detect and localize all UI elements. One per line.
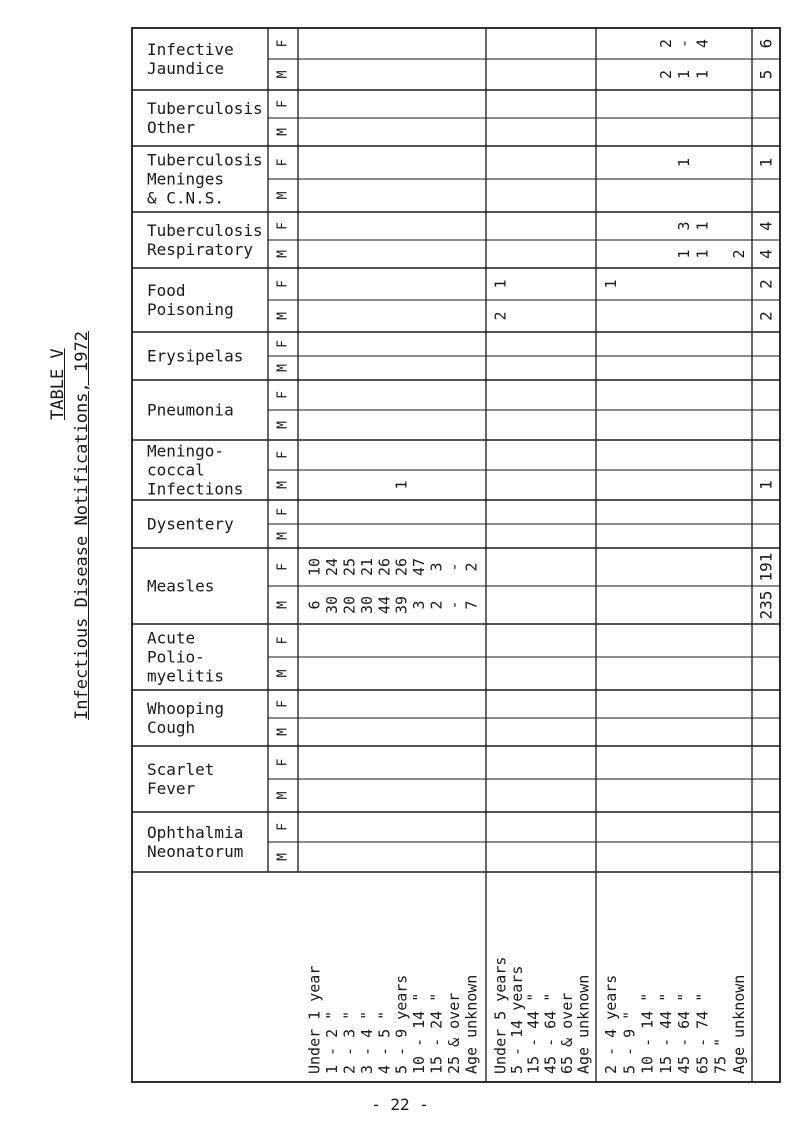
cell-value: 1 — [602, 279, 621, 289]
disease-name: Scarlet — [147, 760, 215, 779]
sex-label-male: M — [275, 728, 291, 736]
sex-label-male: M — [275, 250, 291, 258]
cell-value: 2 — [427, 600, 446, 610]
total-value: 4 — [756, 249, 776, 259]
total-value: 2 — [756, 279, 776, 289]
sex-label-male: M — [275, 312, 291, 320]
cell-value: 2 — [462, 562, 481, 572]
column-header: Age unknown — [574, 974, 593, 1074]
total-value: 6 — [756, 38, 776, 49]
cell-value: 1 — [675, 69, 694, 80]
column-header: 2 - 4 years — [602, 974, 621, 1074]
disease-name: Other — [147, 118, 196, 137]
cell-value: 4 — [693, 38, 712, 49]
column-header: Age unknown — [729, 974, 748, 1074]
sex-label-female: F — [275, 391, 291, 399]
total-value: 4 — [756, 221, 776, 231]
column-header: 3 - 4 " — [357, 1010, 376, 1074]
cell-value: 47 — [410, 557, 429, 577]
table-title: Infectious Disease Notifications, 1972 — [72, 331, 92, 720]
sex-label-female: F — [275, 563, 291, 571]
cell-value: 3 — [675, 221, 694, 231]
page-number: - 22 - — [371, 1095, 429, 1114]
column-header: 4 - 5 " — [375, 1010, 394, 1074]
disease-name: Meninges — [147, 169, 225, 189]
cell-value: 25 — [340, 557, 359, 577]
sex-label-female: F — [275, 758, 291, 767]
disease-name: Measles — [147, 576, 215, 596]
sex-label-male: M — [275, 853, 291, 861]
cell-value: 21 — [357, 557, 376, 577]
cell-value: 30 — [357, 595, 376, 615]
cell-value: - — [444, 600, 463, 610]
sex-label-male: M — [275, 128, 291, 136]
cell-value: 26 — [392, 557, 411, 577]
total-value: 191 — [756, 552, 776, 582]
disease-name: Infective — [147, 40, 234, 59]
total-value: 2 — [756, 311, 776, 321]
sex-label-female: F — [275, 280, 291, 288]
sex-label-female: F — [275, 451, 291, 459]
disease-name: Neonatorum — [147, 842, 244, 861]
disease-name: coccal — [147, 460, 205, 480]
column-header: 25 & over — [444, 992, 463, 1074]
cell-value: 44 — [375, 595, 394, 615]
disease-name: Tuberculosis — [147, 150, 263, 170]
total-value: 1 — [756, 480, 776, 490]
disease-name: Jaundice — [147, 59, 225, 78]
total-value: 235 — [756, 590, 776, 620]
disease-name: Tuberculosis — [147, 221, 263, 240]
sex-label-female: F — [275, 636, 291, 645]
sex-label-male: M — [275, 70, 291, 79]
column-header: 15 - 44 " — [524, 992, 543, 1074]
sex-label-male: M — [275, 791, 291, 800]
cell-value: 30 — [323, 595, 342, 615]
cell-value: 3 — [427, 562, 446, 572]
column-header: 1 - 2 " — [323, 1010, 342, 1074]
disease-name: myelitis — [147, 666, 225, 686]
disease-name: & C.N.S. — [147, 188, 225, 208]
column-header: 2 - 3 " — [340, 1010, 359, 1074]
cell-value: 1 — [491, 279, 510, 289]
disease-name: Cough — [147, 718, 196, 737]
cell-value: 1 — [675, 157, 694, 168]
column-header: 65 & over — [558, 992, 576, 1074]
column-header: 5 - 9 years — [392, 974, 411, 1074]
sex-label-male: M — [275, 532, 291, 540]
sex-label-female: F — [275, 823, 291, 831]
disease-name: Polio- — [147, 647, 205, 667]
cell-value: 6 — [305, 600, 324, 610]
sex-label-male: M — [275, 364, 291, 372]
cell-value: 1 — [693, 221, 712, 231]
cell-value: - — [675, 38, 694, 49]
sex-label-male: M — [275, 191, 291, 200]
cell-value: 1 — [675, 249, 694, 259]
disease-name: Respiratory — [147, 240, 253, 259]
cell-value: 2 — [491, 311, 510, 321]
table-border — [132, 28, 780, 1082]
disease-name: Meningo- — [147, 441, 225, 461]
disease-name: Poisoning — [147, 300, 234, 319]
cell-value: 26 — [375, 557, 394, 577]
disease-name: Fever — [147, 779, 196, 798]
cell-value: 1 — [693, 249, 712, 259]
disease-name: Pneumonia — [147, 400, 234, 420]
disease-name: Erysipelas — [147, 346, 244, 366]
column-header: Under 5 years — [491, 956, 510, 1074]
cell-value: - — [444, 562, 463, 572]
column-header: 45 - 64 " — [675, 992, 694, 1074]
column-header: Age unknown — [462, 974, 481, 1074]
cell-value: 24 — [323, 557, 342, 577]
disease-name: Acute — [147, 628, 196, 648]
disease-name: Ophthalmia — [147, 823, 244, 842]
cell-value: 3 — [410, 600, 429, 610]
column-header: 15 - 24 " — [427, 992, 446, 1074]
sex-label-female: F — [275, 158, 291, 167]
column-header: 5 - 14 years — [508, 965, 526, 1074]
column-header: 65 - 74 " — [693, 992, 712, 1074]
total-value: 1 — [756, 157, 776, 168]
column-header: Under 1 year — [305, 965, 324, 1074]
table-label: TABLE V — [48, 348, 68, 420]
sex-label-female: F — [275, 39, 291, 48]
cell-value: 2 — [656, 38, 675, 49]
sex-label-male: M — [275, 421, 291, 429]
column-header: 75 " — [711, 1037, 730, 1074]
column-header: 10 - 14 " — [410, 992, 429, 1074]
cell-value: 39 — [392, 595, 411, 615]
cell-value: 7 — [462, 600, 481, 610]
sex-label-female: F — [275, 100, 291, 108]
cell-value: 1 — [693, 69, 712, 80]
cell-value: 20 — [340, 595, 359, 615]
cell-value: 1 — [392, 480, 411, 490]
sex-label-female: F — [275, 222, 291, 230]
sex-label-female: F — [275, 340, 291, 348]
disease-name: Dysentery — [147, 514, 234, 534]
sex-label-female: F — [275, 700, 291, 708]
sex-label-male: M — [275, 601, 291, 609]
column-header: 10 - 14 " — [638, 992, 657, 1074]
column-header: 15 - 44 " — [656, 992, 675, 1074]
sex-label-male: M — [275, 481, 291, 489]
sex-label-male: M — [275, 669, 291, 678]
disease-name: Whooping — [147, 699, 225, 718]
disease-name: Infections — [147, 479, 244, 499]
disease-name: Tuberculosis — [147, 99, 263, 118]
total-value: 5 — [756, 69, 776, 80]
column-header: 45 - 64 " — [541, 992, 560, 1074]
cell-value: 10 — [305, 557, 324, 577]
sex-label-female: F — [275, 508, 291, 516]
cell-value: 2 — [729, 249, 748, 259]
column-header: 5 - 9 " — [620, 1010, 639, 1074]
cell-value: 2 — [656, 69, 675, 80]
disease-name: Food — [147, 281, 186, 300]
